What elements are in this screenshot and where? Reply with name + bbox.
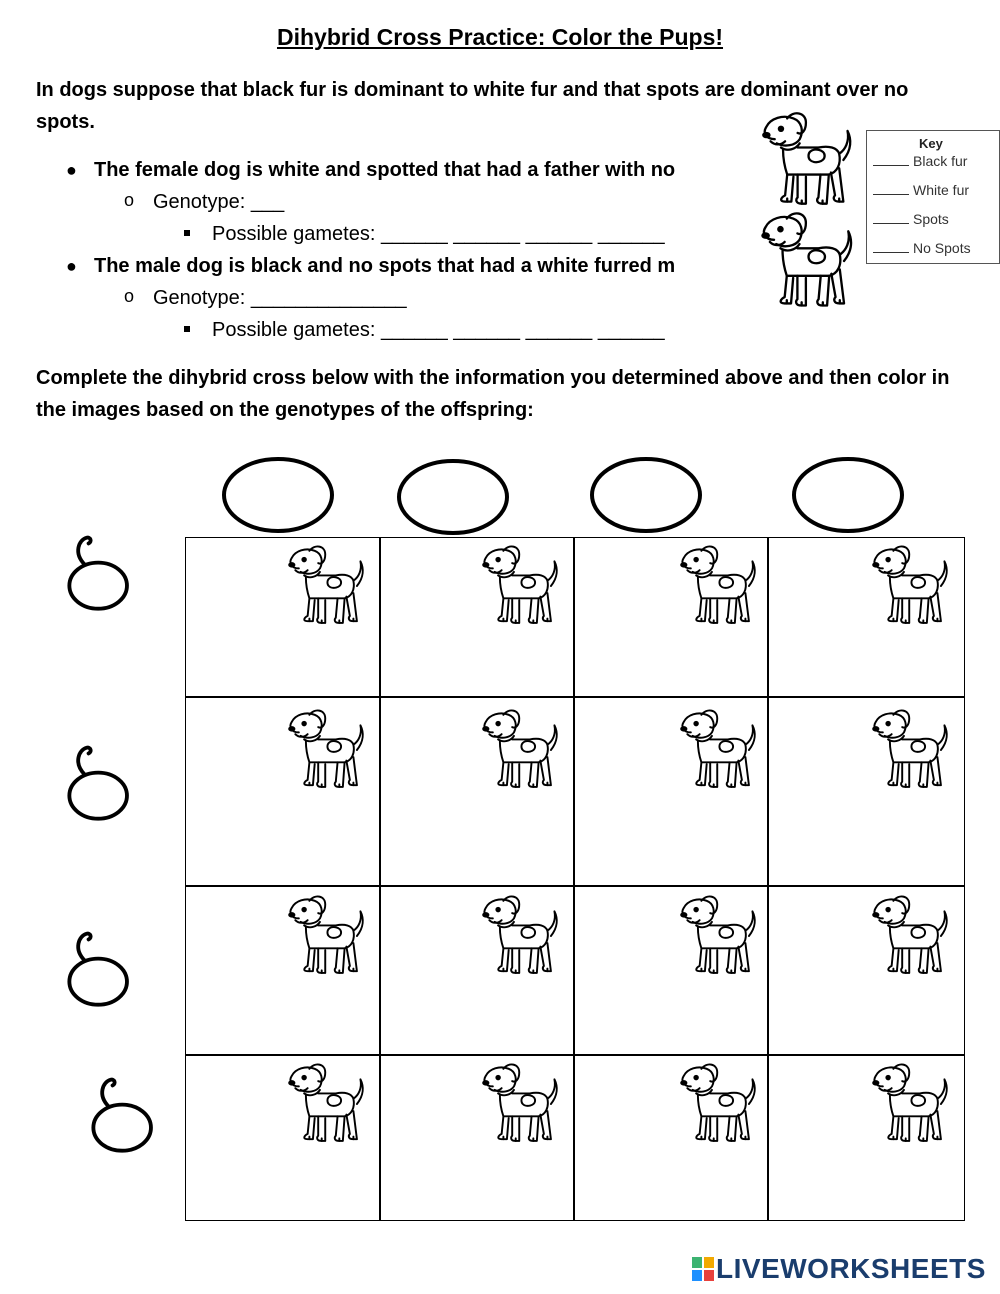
- key-label: White fur: [913, 182, 970, 198]
- gamete-ellipse-input[interactable]: [395, 457, 511, 537]
- logo-mark-icon: [692, 1257, 714, 1281]
- key-label: Black fur: [913, 153, 968, 169]
- key-label: Spots: [913, 211, 949, 227]
- female-genotype[interactable]: Genotype: ___: [153, 191, 285, 213]
- female-symbol-icon[interactable]: [60, 740, 144, 836]
- key-label: No Spots: [913, 240, 971, 256]
- sub-bullet: o: [124, 190, 135, 210]
- intro-text: In dogs suppose that black fur is dominant to white fur and that spots are dominant over no spots.: [36, 79, 909, 133]
- liveworksheets-logo: [692, 1253, 986, 1285]
- dog-example-icon: [752, 108, 864, 212]
- pup-icon[interactable]: [674, 1060, 764, 1148]
- female-symbol-icon[interactable]: [84, 1072, 168, 1168]
- female-symbol-icon[interactable]: [60, 926, 144, 1022]
- gamete-ellipse-input[interactable]: [588, 455, 704, 535]
- key-row[interactable]: [873, 240, 971, 256]
- key-row[interactable]: [873, 182, 969, 198]
- female-gametes[interactable]: Possible gametes: ______ ______ ______ ______: [212, 223, 665, 245]
- pup-icon[interactable]: [674, 892, 764, 980]
- pup-icon[interactable]: [476, 706, 566, 794]
- bullet-dot: ●: [66, 160, 77, 180]
- square-bullet: [184, 326, 190, 332]
- pup-icon[interactable]: [282, 542, 372, 630]
- dog-example-icon: [752, 208, 864, 314]
- pup-icon[interactable]: [674, 542, 764, 630]
- pup-icon[interactable]: [866, 1060, 956, 1148]
- pup-icon[interactable]: [674, 706, 764, 794]
- pup-icon[interactable]: [866, 706, 956, 794]
- page-title: Dihybrid Cross Practice: Color the Pups!: [276, 24, 724, 50]
- female-statement: The female dog is white and spotted that had a father with no: [94, 159, 676, 181]
- bullet-dot: ●: [66, 256, 77, 276]
- square-bullet: [184, 230, 190, 236]
- female-symbol-icon[interactable]: [60, 530, 144, 626]
- pup-icon[interactable]: [282, 1060, 372, 1148]
- pup-icon[interactable]: [476, 1060, 566, 1148]
- key-title: Key: [919, 136, 943, 151]
- logo-text: LIVEWORKSHEETS: [716, 1253, 986, 1284]
- pup-icon[interactable]: [866, 542, 956, 630]
- gamete-ellipse-input[interactable]: [220, 455, 336, 535]
- color-key: [866, 130, 1000, 264]
- male-statement: The male dog is black and no spots that had a white furred m: [94, 255, 676, 277]
- male-genotype[interactable]: Genotype: ______________: [153, 287, 407, 309]
- gamete-ellipse-input[interactable]: [790, 455, 906, 535]
- pup-icon[interactable]: [476, 542, 566, 630]
- key-row[interactable]: [873, 153, 967, 169]
- sub-bullet: o: [124, 286, 135, 306]
- pup-icon[interactable]: [476, 892, 566, 980]
- instructions-text: Complete the dihybrid cross below with the information you determined above and then color in the images based on the genotypes of the offspring:: [36, 367, 950, 421]
- pup-icon[interactable]: [282, 706, 372, 794]
- pup-icon[interactable]: [282, 892, 372, 980]
- key-row[interactable]: [873, 211, 949, 227]
- male-gametes[interactable]: Possible gametes: ______ ______ ______ ______: [212, 319, 665, 341]
- pup-icon[interactable]: [866, 892, 956, 980]
